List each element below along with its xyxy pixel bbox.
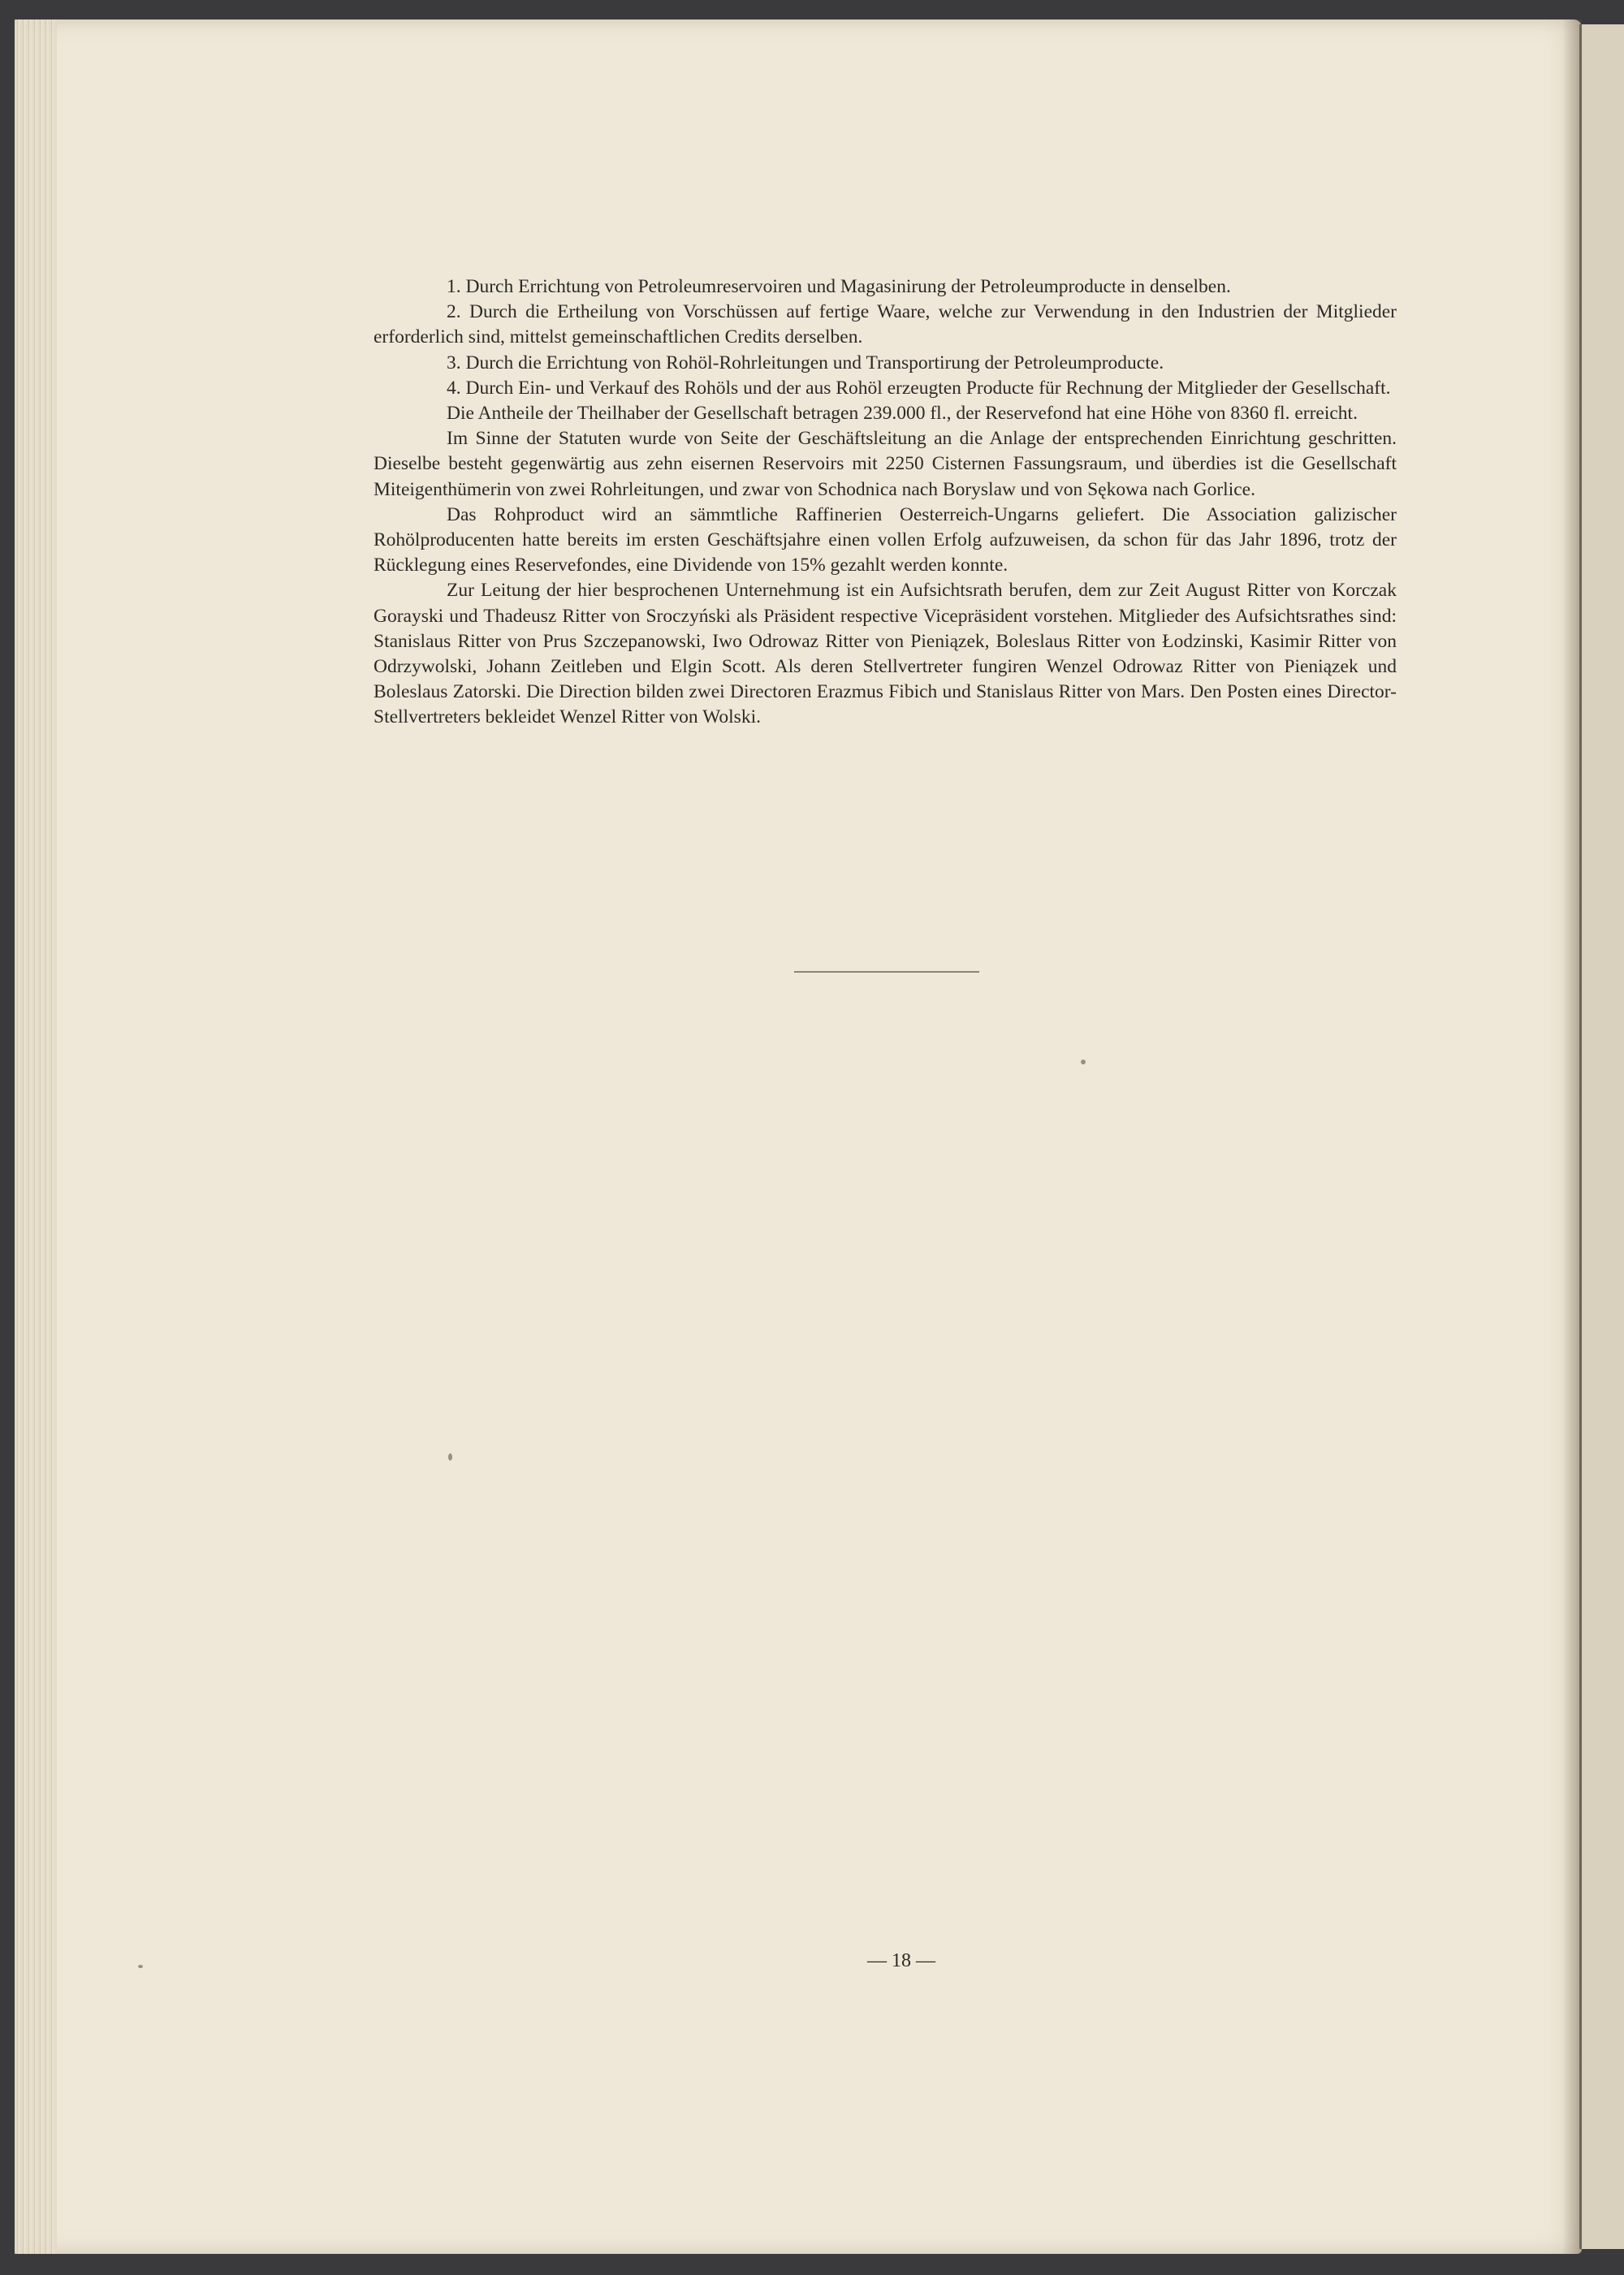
- section-divider-rule: [794, 971, 979, 973]
- paragraph-item-2: 2. Durch die Ertheilung von Vorschüssen auf fertige Waare, welche zur Verwendung in den Industrien der Mitglieder erforderlich sind, mittelst gemeinschaftlichen Credits derselben.: [374, 301, 1397, 348]
- paragraph-shares: Die Antheile der Theilhaber der Gesellschaft betragen 239.000 fl., der Reservefond hat eine Höhe von 8360 fl. erreicht.: [447, 403, 1358, 425]
- paragraph-item-3: 3. Durch die Errichtung von Rohöl-Rohrleitungen und Transportirung der Petroleumproducte.: [447, 352, 1164, 373]
- paper-speck: [448, 1453, 452, 1461]
- paragraph-item-1: 1. Durch Errichtung von Petroleumreservoiren und Magasinirung der Petroleumproducte in denselben.: [447, 276, 1231, 297]
- page-stack-edge: [15, 19, 57, 2254]
- paragraph-item-4: 4. Durch Ein- und Verkauf des Rohöls und der aus Rohöl erzeugten Producte für Rechnung der Mitglieder der Gesellschaft.: [447, 377, 1391, 399]
- book-cover-edge: [1579, 24, 1624, 2249]
- paragraph-statutes: Im Sinne der Statuten wurde von Seite der Geschäftsleitung an die Anlage der entsprechenden Einrichtung geschritten. Dieselbe besteht gegenwärtig aus zehn eisernen Reservoirs mit 2250 Cisternen Fassungsraum, und überdies ist die Gesellschaft Miteigenthümerin von zwei Rohrleitungen, und zwar von Schodnica nach Boryslaw und von Sękowa nach Gorlice.: [374, 428, 1397, 500]
- paragraph-rohproduct: Das Rohproduct wird an sämmtliche Raffinerien Oesterreich-Ungarns geliefert. Die Association galizischer Rohölproducenten hatte bereits im ersten Geschäftsjahre einen vollen Erfolg aufzuweisen, da schon für das Jahr 1896, trotz der Rücklegung eines Reservefondes, eine Dividende von 15% gezahlt werden konnte.: [374, 503, 1397, 576]
- page-number: — 18 —: [867, 1950, 935, 1971]
- paragraph-leitung: Zur Leitung der hier besprochenen Unternehmung ist ein Aufsichtsrath berufen, dem zur Zeit August Ritter von Korczak Gorayski und Thadeusz Ritter von Sroczyński als Präsident respective Vicepräsident vorstehen. Mitglieder des Aufsichtsrathes sind: Stanislaus Ritter von Prus Szczepanowski, Iwo Odrowaz Ritter von Pieniązek, Boleslaus Ritter von Łodzinski, Kasimir Ritter von Odrzywolski, Johann Zeitleben und Elgin Scott. Als deren Stellvertreter fungiren Wenzel Odrowaz Ritter von Pieniązek und Boleslaus Zatorski. Die Direction bilden zwei Directoren Erazmus Fibich und Stanislaus Ritter von Mars. Den Posten eines Director-Stellvertreters bekleidet Wenzel Ritter von Wolski.: [374, 580, 1397, 728]
- paper-speck: [138, 1965, 143, 1968]
- document-body: [374, 274, 1397, 731]
- paper-speck: [1081, 1060, 1086, 1064]
